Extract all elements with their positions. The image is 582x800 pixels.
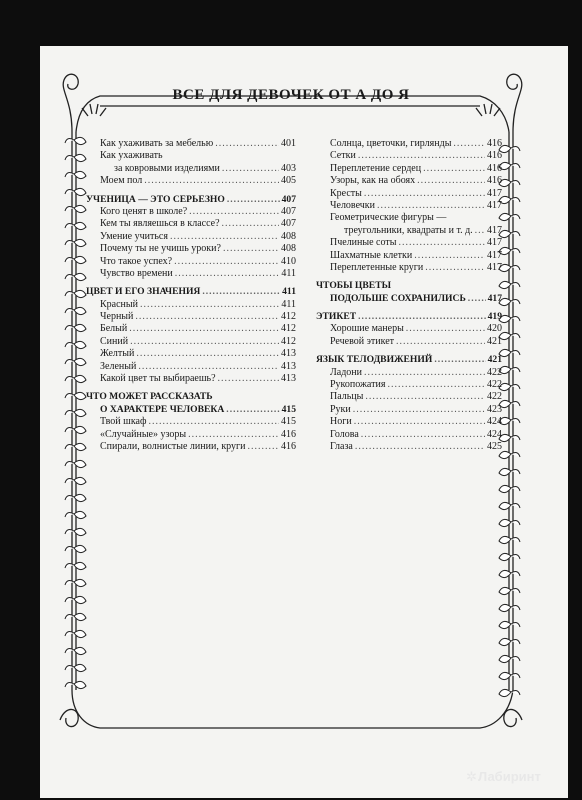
toc-entry-page: 417 bbox=[487, 237, 502, 249]
dot-leader bbox=[398, 237, 485, 249]
toc-entry-title: Какой цвет ты выбираешь? bbox=[100, 373, 216, 385]
toc-entry-page: 408 bbox=[281, 230, 296, 242]
toc-entry bbox=[316, 379, 502, 391]
dot-leader bbox=[387, 379, 485, 391]
dot-leader bbox=[377, 200, 485, 212]
toc-column-right bbox=[316, 138, 502, 453]
toc-entry bbox=[86, 163, 296, 175]
dot-leader bbox=[434, 354, 485, 366]
dot-leader bbox=[148, 416, 279, 428]
toc-column-left bbox=[86, 138, 296, 453]
toc-entry-title: Речевой этикет bbox=[330, 335, 395, 347]
toc-entry-title: Как ухаживать за мебелью bbox=[100, 138, 214, 149]
dot-leader bbox=[135, 311, 279, 323]
toc-entry-title: Рукопожатия bbox=[330, 379, 386, 391]
toc-entry bbox=[316, 250, 502, 262]
toc-entry bbox=[86, 206, 296, 218]
toc-entry bbox=[316, 416, 502, 428]
toc-entry-title: Синий bbox=[100, 335, 129, 347]
dot-leader bbox=[353, 404, 485, 416]
toc-entry-title: ЦВЕТ И ЕГО ЗНАЧЕНИЯ bbox=[86, 286, 201, 298]
toc-entry-page: 411 bbox=[281, 267, 296, 279]
dot-leader bbox=[144, 175, 279, 187]
toc-entry-page: 422 bbox=[487, 366, 502, 378]
toc-entry bbox=[86, 218, 296, 230]
brand-watermark: Лабиринт bbox=[478, 769, 541, 784]
toc-entry-title: Солнца, цветочки, гирлянды bbox=[330, 138, 452, 149]
dot-leader bbox=[354, 416, 485, 428]
toc-entry-page: 413 bbox=[281, 348, 296, 360]
toc-entry bbox=[316, 200, 502, 212]
dot-leader bbox=[226, 404, 279, 416]
dot-leader bbox=[188, 429, 279, 441]
toc-entry bbox=[316, 175, 502, 187]
toc-entry-title: ЯЗЫК ТЕЛОДВИЖЕНИЙ bbox=[316, 354, 433, 366]
toc-entry bbox=[86, 404, 296, 416]
toc-entry bbox=[86, 311, 296, 323]
labyrinth-logo-icon: ✲ bbox=[466, 770, 477, 785]
toc-entry-page: 407 bbox=[281, 193, 296, 205]
toc-entry-page: 417 bbox=[487, 292, 502, 304]
toc-entry bbox=[86, 441, 296, 453]
toc-entry-title: «Случайные» узоры bbox=[100, 428, 187, 440]
toc-entry-title: Кем ты являешься в классе? bbox=[100, 218, 220, 230]
toc-entry-title: Твой шкаф bbox=[100, 416, 147, 428]
dot-leader bbox=[364, 367, 485, 379]
toc-entry-page: 411 bbox=[281, 298, 296, 310]
toc-entry-title: Пальцы bbox=[330, 391, 364, 403]
toc-entry bbox=[316, 441, 502, 453]
toc-entry bbox=[316, 237, 502, 249]
toc-entry bbox=[86, 175, 296, 187]
toc-entry-title: О ХАРАКТЕРЕ ЧЕЛОВЕКА bbox=[100, 403, 225, 415]
toc-entry bbox=[86, 323, 296, 335]
toc-entry bbox=[316, 293, 502, 305]
dot-leader bbox=[361, 429, 485, 441]
toc-entry-title: Переплетенные круги bbox=[330, 261, 424, 273]
toc-entry bbox=[316, 280, 502, 292]
toc-entry-page: 417 bbox=[487, 261, 502, 273]
page-title: ВСЕ ДЛЯ ДЕВОЧЕК ОТ А ДО Я bbox=[172, 87, 410, 103]
dot-leader bbox=[423, 163, 485, 175]
toc-entry-title: УЧЕНИЦА — ЭТО СЕРЬЕЗНО bbox=[86, 193, 225, 205]
toc-entry-title: треугольники, квадраты и т. д. bbox=[344, 224, 473, 236]
toc-entry-page: 423 bbox=[487, 403, 502, 415]
toc-entry-page: 422 bbox=[487, 391, 502, 403]
dot-leader bbox=[138, 361, 279, 373]
toc-entry-page: 416 bbox=[281, 428, 296, 440]
toc-entry-page: 415 bbox=[281, 403, 296, 415]
dot-leader bbox=[453, 138, 485, 150]
dot-leader bbox=[215, 138, 279, 150]
toc-entry-page: 416 bbox=[281, 440, 296, 452]
toc-entry-page: 412 bbox=[281, 335, 296, 347]
dot-leader bbox=[174, 256, 279, 268]
toc-entry-page: 407 bbox=[281, 218, 296, 230]
dot-leader bbox=[358, 150, 485, 162]
toc-entry-page: 417 bbox=[487, 249, 502, 261]
toc-entry bbox=[316, 367, 502, 379]
toc-entry-page: 408 bbox=[281, 243, 296, 255]
dot-leader bbox=[227, 194, 280, 206]
toc-entry bbox=[86, 348, 296, 360]
toc-entry bbox=[86, 256, 296, 268]
toc-entry bbox=[316, 225, 502, 237]
toc-entry-page: 416 bbox=[487, 162, 502, 174]
toc-entry-title: Умение учиться bbox=[100, 230, 168, 242]
dot-leader bbox=[396, 336, 485, 348]
toc-entry-title: Человечки bbox=[330, 199, 376, 211]
toc-entry bbox=[86, 336, 296, 348]
toc-entry-title: Почему ты не учишь уроки? bbox=[100, 243, 221, 255]
dot-leader bbox=[136, 348, 279, 360]
dot-leader bbox=[475, 225, 485, 237]
dot-leader bbox=[406, 323, 485, 335]
toc-entry-title: Голова bbox=[330, 428, 359, 440]
toc-entry bbox=[86, 268, 296, 280]
toc-entry-title: Глаза bbox=[330, 440, 353, 452]
toc-entry-title: Красный bbox=[100, 298, 138, 310]
toc-entry bbox=[86, 391, 296, 403]
toc-entry-page: 416 bbox=[487, 138, 502, 149]
toc-entry-title: ЧТОБЫ ЦВЕТЫ bbox=[316, 280, 392, 292]
toc-entry bbox=[86, 150, 296, 162]
dot-leader bbox=[189, 206, 279, 218]
toc-entry-title: Кого ценят в школе? bbox=[100, 205, 188, 217]
toc-entry-title: Белый bbox=[100, 323, 128, 335]
toc-entry-page: 410 bbox=[281, 255, 296, 267]
dot-leader bbox=[218, 373, 279, 385]
toc-entry bbox=[316, 212, 502, 224]
toc-entry bbox=[316, 311, 502, 323]
toc-entry-page: 413 bbox=[281, 360, 296, 372]
toc-entry-page: 412 bbox=[281, 311, 296, 323]
toc-entry-title: за ковровыми изделиями bbox=[114, 162, 220, 174]
toc-entry bbox=[86, 286, 296, 298]
toc-entry-page: 413 bbox=[281, 373, 296, 385]
toc-entry bbox=[86, 231, 296, 243]
toc-entry-title: ПОДОЛЬШЕ СОХРАНИЛИСЬ bbox=[330, 292, 466, 304]
toc-entry bbox=[86, 138, 296, 150]
toc-entry-title: Что такое успех? bbox=[100, 255, 173, 267]
dot-leader bbox=[140, 299, 279, 311]
toc-entry-title: Шахматные клетки bbox=[330, 249, 413, 261]
toc-entry bbox=[316, 262, 502, 274]
toc-entry-title: Моем пол bbox=[100, 175, 143, 187]
toc-entry-title: ЧТО МОЖЕТ РАССКАЗАТЬ bbox=[86, 391, 213, 403]
dot-leader bbox=[222, 163, 279, 175]
dot-leader bbox=[130, 336, 279, 348]
dot-leader bbox=[170, 231, 279, 243]
toc-entry bbox=[86, 299, 296, 311]
dot-leader bbox=[355, 441, 485, 453]
dot-leader bbox=[364, 188, 485, 200]
toc-entry-title: Хорошие манеры bbox=[330, 323, 404, 335]
dot-leader bbox=[248, 441, 280, 453]
toc-entry-title: Переплетение сердец bbox=[330, 162, 422, 174]
dot-leader bbox=[223, 243, 279, 255]
toc-entry-page: 405 bbox=[281, 175, 296, 187]
toc-entry bbox=[316, 336, 502, 348]
toc-entry-title: Ладони bbox=[330, 366, 363, 378]
dot-leader bbox=[468, 293, 486, 305]
toc-entry-page: 422 bbox=[487, 379, 502, 391]
leaf-ornament bbox=[499, 689, 520, 696]
dot-leader bbox=[358, 311, 485, 323]
toc-entry-title: Сетки bbox=[330, 150, 356, 162]
toc-entry-page: 411 bbox=[282, 286, 296, 298]
toc-entry-page: 407 bbox=[281, 205, 296, 217]
toc-entry-page: 416 bbox=[487, 150, 502, 162]
toc-entry-page: 415 bbox=[281, 416, 296, 428]
toc-entry-page: 401 bbox=[281, 138, 296, 149]
toc-entry-title: Как ухаживать bbox=[100, 150, 163, 162]
toc-entry-page: 421 bbox=[487, 354, 502, 366]
toc-entry bbox=[86, 243, 296, 255]
toc-entry-title: Руки bbox=[330, 403, 351, 415]
toc-entry bbox=[316, 138, 502, 150]
toc-entry-title: ЭТИКЕТ bbox=[316, 311, 357, 323]
dot-leader bbox=[414, 250, 485, 262]
toc-entry bbox=[86, 361, 296, 373]
dot-leader bbox=[175, 268, 280, 280]
dot-leader bbox=[425, 262, 485, 274]
toc-entry-title: Зеленый bbox=[100, 360, 137, 372]
toc-entry bbox=[86, 416, 296, 428]
toc-entry-title: Пчелиные соты bbox=[330, 237, 397, 249]
toc-entry-page: 417 bbox=[487, 224, 502, 236]
toc-entry-title: Спирали, волнистые линии, круги bbox=[100, 440, 246, 452]
toc-entry-page: 419 bbox=[487, 311, 502, 323]
toc-entry bbox=[316, 150, 502, 162]
toc-entry bbox=[86, 429, 296, 441]
toc-entry bbox=[316, 188, 502, 200]
dot-leader bbox=[365, 391, 485, 403]
toc-entry-page: 425 bbox=[487, 440, 502, 452]
toc-entry bbox=[316, 354, 502, 366]
toc-entry-page: 424 bbox=[487, 428, 502, 440]
toc-entry-page: 420 bbox=[487, 323, 502, 335]
toc-entry-page: 417 bbox=[487, 199, 502, 211]
toc-entry bbox=[316, 323, 502, 335]
toc-entry-title: Кресты bbox=[330, 187, 362, 199]
dot-leader bbox=[129, 323, 279, 335]
toc-entry-title: Чувство времени bbox=[100, 267, 173, 279]
toc-entry bbox=[316, 391, 502, 403]
toc-entry-title: Черный bbox=[100, 311, 134, 323]
toc-entry-page: 416 bbox=[487, 175, 502, 187]
toc-entry bbox=[86, 373, 296, 385]
toc-entry-title: Желтый bbox=[100, 348, 135, 360]
dot-leader bbox=[222, 218, 279, 230]
toc-entry-page: 403 bbox=[281, 162, 296, 174]
toc-entry bbox=[316, 163, 502, 175]
toc-entry-page: 417 bbox=[487, 187, 502, 199]
toc-entry-page: 424 bbox=[487, 416, 502, 428]
toc-entry bbox=[86, 194, 296, 206]
dot-leader bbox=[417, 175, 485, 187]
toc-entry bbox=[316, 429, 502, 441]
toc-entry-title: Узоры, как на обоях bbox=[330, 175, 416, 187]
toc-entry-title: Ноги bbox=[330, 416, 352, 428]
toc-entry bbox=[316, 404, 502, 416]
toc-entry-page: 421 bbox=[487, 335, 502, 347]
toc-entry-title: Геометрические фигуры — bbox=[330, 212, 447, 224]
toc-entry-page: 412 bbox=[281, 323, 296, 335]
dot-leader bbox=[202, 286, 280, 298]
